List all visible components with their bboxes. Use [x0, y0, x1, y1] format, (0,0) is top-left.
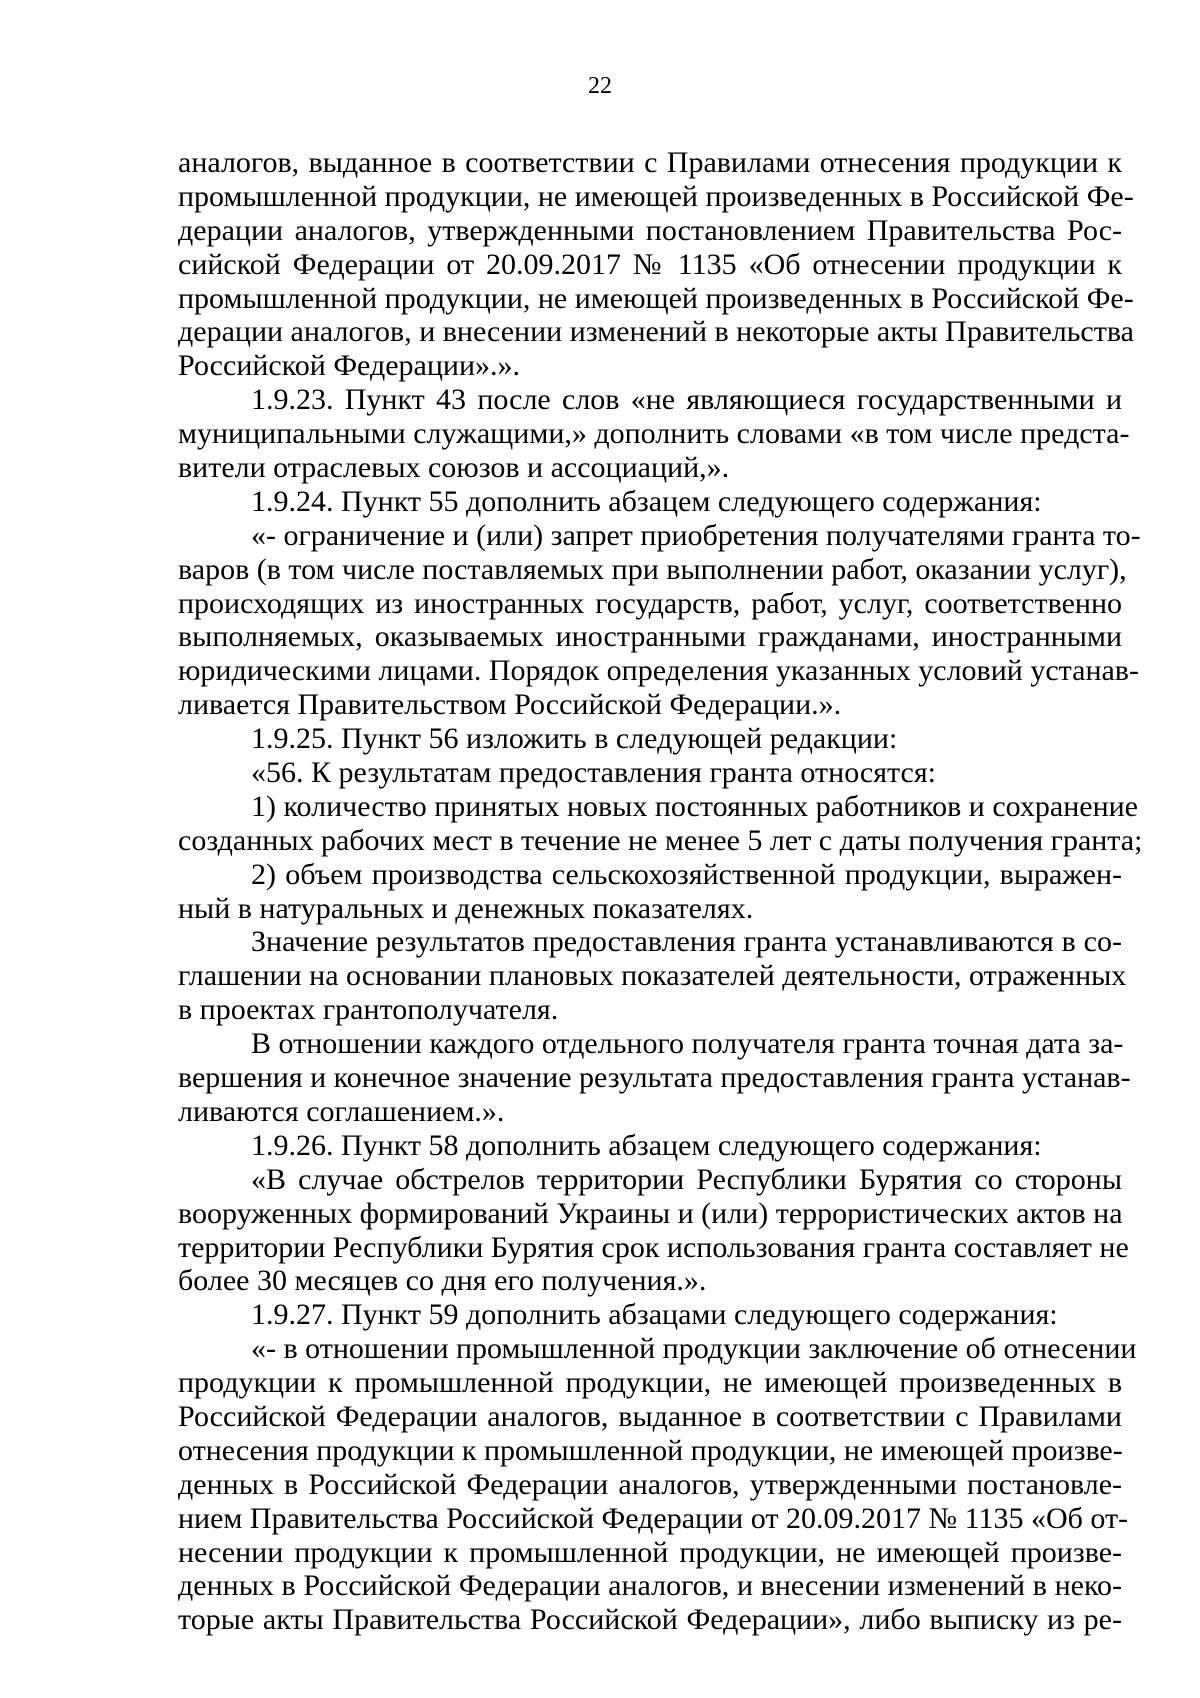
text-line: денных в Российской Федерации аналогов, и внесении изменений в неко- — [178, 1569, 1122, 1603]
text-line: 1) количество принятых новых постоянных работников и сохранение — [251, 789, 1138, 823]
text-line: Российской Федерации».». — [178, 349, 521, 383]
text-line: несении продукции к промышленной продукции, не имеющей произве- — [178, 1535, 1122, 1569]
text-line: «В случае обстрелов территории Республики Бурятия со стороны — [251, 1162, 1122, 1196]
text-line: ливаются соглашением.». — [178, 1094, 505, 1128]
text-line: промышленной продукции, не имеющей произведенных в Российской Фе- — [178, 281, 1134, 315]
text-line: более 30 месяцев со дня его получения.». — [178, 1264, 707, 1298]
text-line: юридическими лицами. Порядок определения указанных условий устанав- — [178, 654, 1139, 688]
text-line: дерации аналогов, утвержденными постановлением Правительства Рос- — [178, 213, 1122, 247]
text-line: Значение результатов предоставления гранта устанавливаются в со- — [251, 925, 1122, 959]
text-line: варов (в том числе поставляемых при выполнении работ, оказании услуг), — [178, 552, 1127, 586]
text-line: сийской Федерации от 20.09.2017 № 1135 «Об отнесении продукции к — [178, 247, 1122, 281]
text-line: денных в Российской Федерации аналогов, утвержденными постановле- — [178, 1467, 1122, 1501]
text-line: вооруженных формирований Украины и (или) террористических актов на — [178, 1196, 1123, 1230]
text-line: «- ограничение и (или) запрет приобретения получателями гранта то- — [251, 518, 1141, 552]
page-number: 22 — [588, 73, 612, 99]
text-line: аналогов, выданное в соответствии с Правилами отнесения продукции к — [178, 146, 1122, 179]
text-line: ный в натуральных и денежных показателях. — [178, 891, 754, 925]
text-line: созданных рабочих мест в течение не менее 5 лет с даты получения гранта; — [178, 823, 1143, 857]
text-line: 1.9.24. Пункт 55 дополнить абзацем следующего содержания: — [251, 484, 1042, 518]
text-line: В отношении каждого отдельного получателя гранта точная дата за- — [251, 1027, 1124, 1061]
text-line: выполняемых, оказываемых иностранными гражданами, иностранными — [178, 620, 1122, 654]
text-line: 1.9.23. Пункт 43 после слов «не являющиеся государственными и — [251, 383, 1122, 417]
text-line: 2) объем производства сельскохозяйственной продукции, выражен- — [251, 857, 1122, 891]
text-line: промышленной продукции, не имеющей произведенных в Российской Фе- — [178, 179, 1134, 213]
text-line: «56. К результатам предоставления гранта относятся: — [251, 756, 936, 790]
text-line: дерации аналогов, и внесении изменений в некоторые акты Правительства — [178, 315, 1134, 349]
text-line: муниципальными служащими,» дополнить словами «в том числе предста- — [178, 417, 1130, 451]
text-line: глашении на основании плановых показателей деятельности, отраженных — [178, 959, 1127, 993]
text-line: 1.9.26. Пункт 58 дополнить абзацем следующего содержания: — [251, 1128, 1042, 1162]
text-line: вители отраслевых союзов и ассоциаций,». — [178, 451, 730, 485]
text-line: Российской Федерации аналогов, выданное в соответствии с Правилами — [178, 1399, 1122, 1433]
text-line: торые акты Правительства Российской Федерации», либо выписку из ре- — [178, 1603, 1122, 1637]
text-line: вершения и конечное значение результата предоставления гранта устанав- — [178, 1061, 1131, 1095]
document-body — [178, 146, 1143, 1637]
text-line: нием Правительства Российской Федерации от 20.09.2017 № 1135 «Об от- — [178, 1501, 1129, 1535]
text-line: 1.9.25. Пункт 56 изложить в следующей редакции: — [251, 722, 898, 756]
text-line: происходящих из иностранных государств, работ, услуг, соответственно — [178, 586, 1122, 620]
text-line: территории Республики Бурятия срок использования гранта составляет не — [178, 1230, 1129, 1264]
text-line: 1.9.27. Пункт 59 дополнить абзацами следующего содержания: — [251, 1298, 1058, 1332]
text-line: в проектах грантополучателя. — [178, 993, 559, 1027]
text-line: отнесения продукции к промышленной продукции, не имеющей произве- — [178, 1433, 1123, 1467]
text-line: ливается Правительством Российской Федерации.». — [178, 688, 842, 722]
text-line: продукции к промышленной продукции, не имеющей произведенных в — [178, 1366, 1122, 1400]
text-line: «- в отношении промышленной продукции заключение об отнесении — [251, 1332, 1137, 1366]
